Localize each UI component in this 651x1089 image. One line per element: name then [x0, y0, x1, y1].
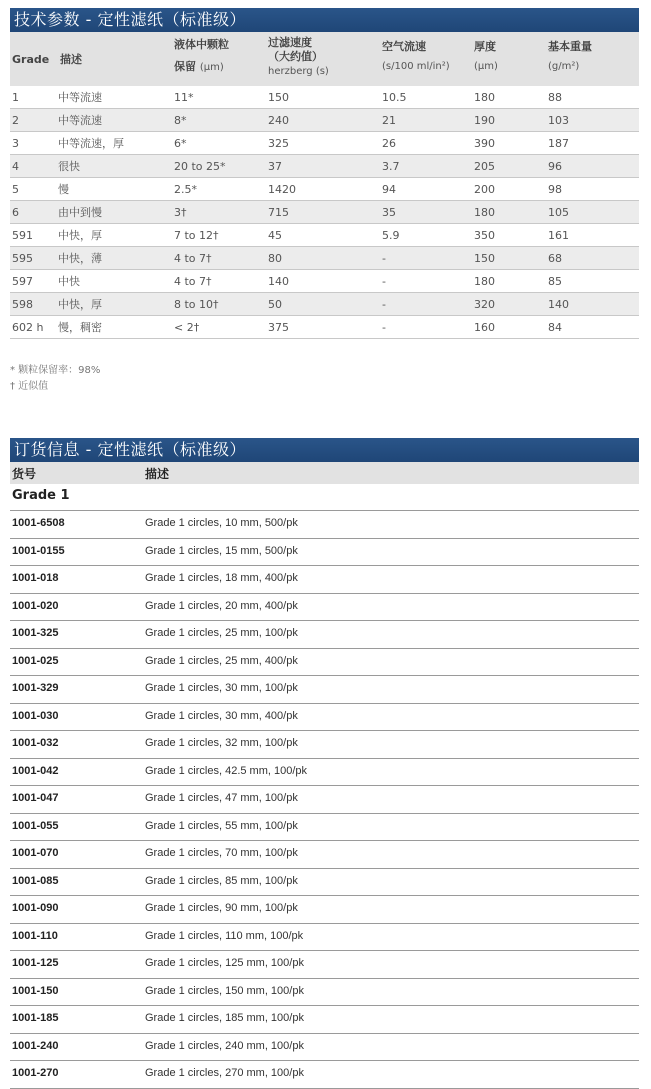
- tech-cell-thickness: 350: [474, 229, 495, 242]
- tech-cell-air: 5.9: [382, 229, 400, 242]
- tech-cell-air: -: [382, 275, 386, 288]
- tech-cell-air: 94: [382, 183, 396, 196]
- tech-cell-air: 3.7: [382, 160, 400, 173]
- header-part-number: 货号: [12, 467, 37, 481]
- tech-cell-grade: 4: [12, 160, 19, 173]
- tech-cell-air: -: [382, 298, 386, 311]
- tech-cell-retention: 6*: [174, 137, 187, 150]
- tech-cell-air: -: [382, 252, 386, 265]
- order-part-number: 1001-085: [12, 874, 59, 887]
- tech-cell-retention: 20 to 25*: [174, 160, 226, 173]
- tech-row: [10, 155, 639, 178]
- order-row: [10, 950, 639, 977]
- tech-cell-grade: 602 h: [12, 321, 44, 334]
- tech-cell-thickness: 180: [474, 91, 495, 104]
- tech-cell-speed: 140: [268, 275, 289, 288]
- header-retention-line1: 液体中颗粒: [174, 38, 229, 51]
- order-part-number: 1001-0155: [12, 544, 65, 557]
- note-retention: * 颗粒保留率：98%: [10, 365, 101, 376]
- tech-cell-desc: 慢，稠密: [58, 321, 102, 334]
- order-description: Grade 1 circles, 110 mm, 100/pk: [145, 929, 304, 942]
- tech-cell-thickness: 160: [474, 321, 495, 334]
- tech-cell-retention: 8*: [174, 114, 187, 127]
- header-thickness-unit: (μm): [474, 61, 498, 72]
- order-description: Grade 1 circles, 185 mm, 100/pk: [145, 1012, 304, 1024]
- order-description: Grade 1 circles, 30 mm, 400/pk: [145, 709, 298, 722]
- order-description: Grade 1 circles, 32 mm, 100/pk: [145, 737, 298, 749]
- order-row: [10, 813, 639, 840]
- order-row: [10, 703, 639, 730]
- tech-cell-grade: 2: [12, 114, 19, 127]
- tech-cell-speed: 240: [268, 114, 289, 127]
- header-air: [382, 40, 450, 74]
- order-part-number: 1001-070: [12, 847, 59, 859]
- header-weight-unit: (g/m²): [548, 61, 580, 72]
- order-row: [10, 538, 639, 565]
- order-description: Grade 1 circles, 150 mm, 100/pk: [145, 984, 304, 997]
- tech-cell-speed: 375: [268, 321, 289, 334]
- order-row: [10, 593, 639, 620]
- order-description: Grade 1 circles, 20 mm, 400/pk: [145, 599, 298, 612]
- tech-cell-speed: 1420: [268, 183, 296, 196]
- tech-cell-air: 10.5: [382, 91, 407, 104]
- order-part-number: 1001-240: [12, 1039, 59, 1052]
- note-approx: † 近似值: [10, 381, 49, 392]
- header-air-unit: (s/100 ml/in²): [382, 61, 450, 72]
- tech-cell-weight: 88: [548, 91, 562, 104]
- header-retention-line2: 保留: [174, 60, 196, 73]
- order-description: Grade 1 circles, 10 mm, 500/pk: [145, 517, 298, 529]
- tech-cell-air: -: [382, 321, 386, 334]
- tech-cell-retention: 4 to 7†: [174, 275, 212, 288]
- order-description: Grade 1 circles, 55 mm, 100/pk: [145, 819, 298, 832]
- tech-cell-speed: 80: [268, 252, 282, 265]
- tech-cell-desc: 中等流速: [58, 114, 102, 127]
- tech-cell-speed: 37: [268, 160, 282, 173]
- tech-cell-air: 21: [382, 114, 396, 127]
- header-speed-line2: （大约值）: [268, 50, 323, 63]
- header-thickness-label: 厚度: [474, 40, 496, 53]
- order-description: Grade 1 circles, 90 mm, 100/pk: [145, 902, 298, 914]
- tech-cell-weight: 84: [548, 321, 562, 334]
- tech-cell-desc: 慢: [58, 183, 69, 196]
- tech-cell-speed: 45: [268, 229, 282, 242]
- order-row: [10, 1033, 639, 1060]
- tech-table-header: [10, 32, 639, 86]
- order-row: [10, 675, 639, 702]
- order-description: Grade 1 circles, 125 mm, 100/pk: [145, 957, 304, 969]
- header-weight: [548, 40, 592, 74]
- order-part-number: 1001-047: [12, 792, 59, 804]
- header-order-description: 描述: [145, 467, 170, 481]
- header-speed: [268, 36, 329, 79]
- tech-cell-speed: 715: [268, 206, 289, 219]
- tech-cell-thickness: 205: [474, 160, 495, 173]
- tech-cell-thickness: 390: [474, 137, 495, 150]
- tech-row: [10, 86, 639, 109]
- tech-row: [10, 316, 639, 339]
- order-part-number: 1001-025: [12, 654, 59, 667]
- tech-cell-retention: 4 to 7†: [174, 252, 212, 265]
- order-description: Grade 1 circles, 85 mm, 100/pk: [145, 874, 298, 887]
- tech-cell-desc: 中快，薄: [58, 252, 102, 265]
- tech-cell-thickness: 180: [474, 206, 495, 219]
- tech-cell-desc: 中等流速，厚: [58, 137, 124, 150]
- tech-cell-retention: 7 to 12†: [174, 229, 219, 242]
- tech-cell-speed: 50: [268, 298, 282, 311]
- tech-cell-retention: 2.5*: [174, 183, 197, 196]
- tech-row: [10, 109, 639, 132]
- tech-cell-grade: 5: [12, 183, 19, 196]
- order-part-number: 1001-150: [12, 984, 59, 997]
- order-part-number: 1001-270: [12, 1067, 59, 1079]
- order-row: [10, 510, 639, 537]
- order-part-number: 1001-6508: [12, 517, 65, 529]
- tech-row: [10, 178, 639, 201]
- tech-cell-desc: 中快: [58, 275, 80, 288]
- order-row: [10, 620, 639, 647]
- header-speed-unit: herzberg (s): [268, 66, 329, 77]
- order-part-number: 1001-042: [12, 764, 59, 777]
- order-row: [10, 1005, 639, 1032]
- tech-cell-retention: < 2†: [174, 321, 200, 334]
- header-description: 描述: [60, 53, 82, 66]
- order-row: [10, 730, 639, 757]
- order-description: Grade 1 circles, 70 mm, 100/pk: [145, 847, 298, 859]
- tech-cell-thickness: 180: [474, 275, 495, 288]
- tech-cell-retention: 8 to 10†: [174, 298, 219, 311]
- tech-cell-thickness: 150: [474, 252, 495, 265]
- tech-row: [10, 293, 639, 316]
- tech-row: [10, 201, 639, 224]
- tech-cell-air: 35: [382, 206, 396, 219]
- order-description: Grade 1 circles, 15 mm, 500/pk: [145, 544, 298, 557]
- tech-cell-thickness: 200: [474, 183, 495, 196]
- order-divider: [10, 1088, 639, 1089]
- tech-cell-desc: 由中到慢: [58, 206, 102, 219]
- tech-cell-speed: 150: [268, 91, 289, 104]
- order-row: [10, 565, 639, 592]
- header-thickness: [474, 40, 498, 74]
- tech-cell-desc: 中等流速: [58, 91, 102, 104]
- order-part-number: 1001-185: [12, 1012, 59, 1024]
- tech-cell-weight: 140: [548, 298, 569, 311]
- tech-cell-speed: 325: [268, 137, 289, 150]
- tech-cell-weight: 161: [548, 229, 569, 242]
- tech-cell-grade: 598: [12, 298, 33, 311]
- order-group-label: Grade 1: [12, 488, 70, 503]
- order-part-number: 1001-018: [12, 572, 59, 584]
- tech-cell-retention: 11*: [174, 91, 194, 104]
- tech-row: [10, 247, 639, 270]
- order-description: Grade 1 circles, 25 mm, 100/pk: [145, 627, 298, 639]
- order-row: [10, 648, 639, 675]
- order-row: [10, 978, 639, 1005]
- order-row: [10, 840, 639, 867]
- header-retention-unit: (μm): [199, 62, 224, 73]
- tech-cell-retention: 3†: [174, 206, 187, 219]
- tech-cell-air: 26: [382, 137, 396, 150]
- tech-section-title: 技术参数 - 定性滤纸（标准级）: [10, 8, 639, 32]
- order-table-header: [10, 462, 639, 484]
- order-description: Grade 1 circles, 25 mm, 400/pk: [145, 654, 298, 667]
- tech-cell-grade: 6: [12, 206, 19, 219]
- tech-cell-weight: 85: [548, 275, 562, 288]
- order-row: [10, 895, 639, 922]
- tech-row: [10, 132, 639, 155]
- order-section-title: 订货信息 - 定性滤纸（标准级）: [10, 438, 639, 462]
- tech-cell-grade: 595: [12, 252, 33, 265]
- order-row: [10, 1060, 639, 1087]
- order-part-number: 1001-032: [12, 737, 59, 749]
- tech-cell-weight: 98: [548, 183, 562, 196]
- header-weight-label: 基本重量: [548, 40, 592, 53]
- tech-cell-thickness: 190: [474, 114, 495, 127]
- order-row: [10, 868, 639, 895]
- header-air-label: 空气流速: [382, 40, 426, 53]
- header-speed-line1: 过滤速度: [268, 36, 312, 49]
- order-row: [10, 785, 639, 812]
- tech-row: [10, 224, 639, 247]
- tech-cell-desc: 中快，厚: [58, 298, 102, 311]
- tech-row: [10, 270, 639, 293]
- tech-cell-grade: 3: [12, 137, 19, 150]
- order-part-number: 1001-020: [12, 599, 59, 612]
- order-part-number: 1001-329: [12, 682, 59, 694]
- tech-cell-grade: 1: [12, 91, 19, 104]
- tech-cell-weight: 96: [548, 160, 562, 173]
- tech-cell-grade: 597: [12, 275, 33, 288]
- order-part-number: 1001-055: [12, 819, 59, 832]
- order-description: Grade 1 circles, 42.5 mm, 100/pk: [145, 764, 308, 777]
- order-part-number: 1001-110: [12, 929, 58, 942]
- order-part-number: 1001-030: [12, 709, 59, 722]
- order-description: Grade 1 circles, 240 mm, 100/pk: [145, 1039, 304, 1052]
- row-divider: [10, 338, 639, 339]
- tech-cell-weight: 103: [548, 114, 569, 127]
- order-row: [10, 758, 639, 785]
- order-description: Grade 1 circles, 18 mm, 400/pk: [145, 572, 298, 584]
- order-row: [10, 923, 639, 950]
- tech-cell-weight: 105: [548, 206, 569, 219]
- tech-cell-desc: 中快，厚: [58, 229, 102, 242]
- tech-cell-grade: 591: [12, 229, 33, 242]
- order-description: Grade 1 circles, 30 mm, 100/pk: [145, 682, 298, 694]
- order-part-number: 1001-325: [12, 627, 59, 639]
- order-description: Grade 1 circles, 47 mm, 100/pk: [145, 792, 298, 804]
- order-description: Grade 1 circles, 270 mm, 100/pk: [145, 1067, 304, 1079]
- tech-cell-weight: 68: [548, 252, 562, 265]
- order-part-number: 1001-090: [12, 902, 59, 914]
- order-part-number: 1001-125: [12, 957, 59, 969]
- header-retention-line2-wrap: [174, 60, 229, 75]
- tech-cell-thickness: 320: [474, 298, 495, 311]
- header-grade: Grade: [12, 53, 50, 66]
- tech-cell-desc: 很快: [58, 160, 80, 173]
- header-retention: [174, 38, 229, 75]
- tech-cell-weight: 187: [548, 137, 569, 150]
